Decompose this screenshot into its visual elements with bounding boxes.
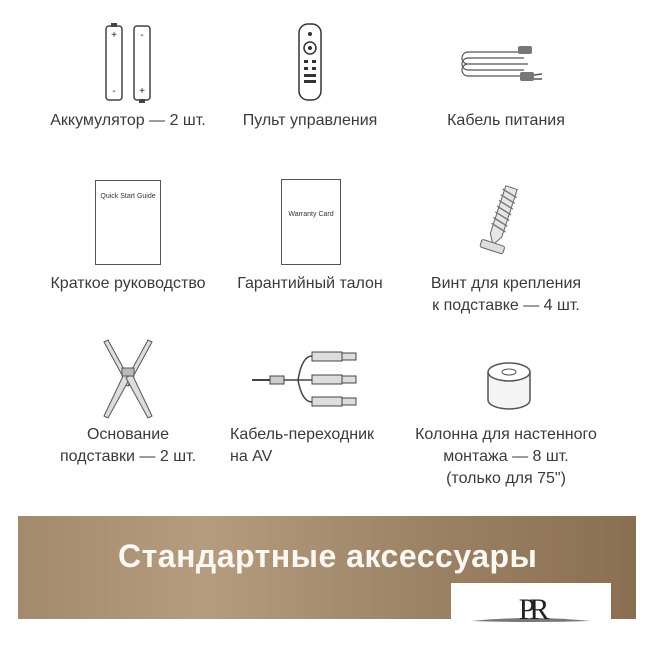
pr-logo-icon: [451, 583, 611, 640]
svg-text:+: +: [111, 30, 117, 41]
item-label-remote: Пульт управления: [242, 112, 378, 129]
banner-title: Стандартные аксессуары: [118, 538, 538, 574]
item-label-line: Винт для крепления: [430, 275, 582, 292]
warranty-icon: [281, 179, 341, 265]
item-label-warranty: Гарантийный талон: [237, 275, 383, 292]
spacer-icon: [484, 360, 534, 412]
item-label-line: монтажа — 8 шт.: [443, 448, 569, 465]
item-label-line: Основание: [86, 426, 170, 443]
power-cable-icon: [458, 44, 544, 84]
warranty-cover-text: Warranty Card: [288, 211, 334, 218]
item-label-av-cable: [200, 424, 420, 468]
item-label-spacer: [396, 424, 616, 490]
stand-icon: [98, 338, 158, 420]
item-label-power-cable: Кабель питания: [447, 112, 565, 129]
remote-icon: [296, 22, 324, 102]
item-label-guide: Краткое руководство: [50, 275, 206, 292]
guide-icon: [95, 180, 161, 265]
av-cable-icon: [250, 346, 360, 408]
svg-text:-: -: [140, 30, 144, 41]
item-label-line: к подставке — 4 шт.: [432, 297, 580, 314]
guide-cover-text: Quick Start Guide: [100, 193, 156, 200]
item-label-line: подставки — 2 шт.: [59, 448, 197, 465]
battery-icon: [100, 22, 160, 104]
logo: [451, 583, 611, 640]
svg-text:PR: PR: [518, 593, 544, 626]
item-label-line: на AV: [230, 448, 273, 465]
item-label-line: (только для 75"): [446, 470, 566, 487]
item-label-line: Кабель-переходник: [230, 426, 375, 443]
svg-text:-: -: [112, 86, 116, 97]
item-label-screw: [396, 273, 616, 317]
item-label-line: Колонна для настенного: [415, 426, 597, 443]
svg-text:+: +: [139, 86, 145, 97]
screw-icon: [476, 180, 526, 260]
item-label-battery: Аккумулятор — 2 шт.: [50, 112, 206, 129]
